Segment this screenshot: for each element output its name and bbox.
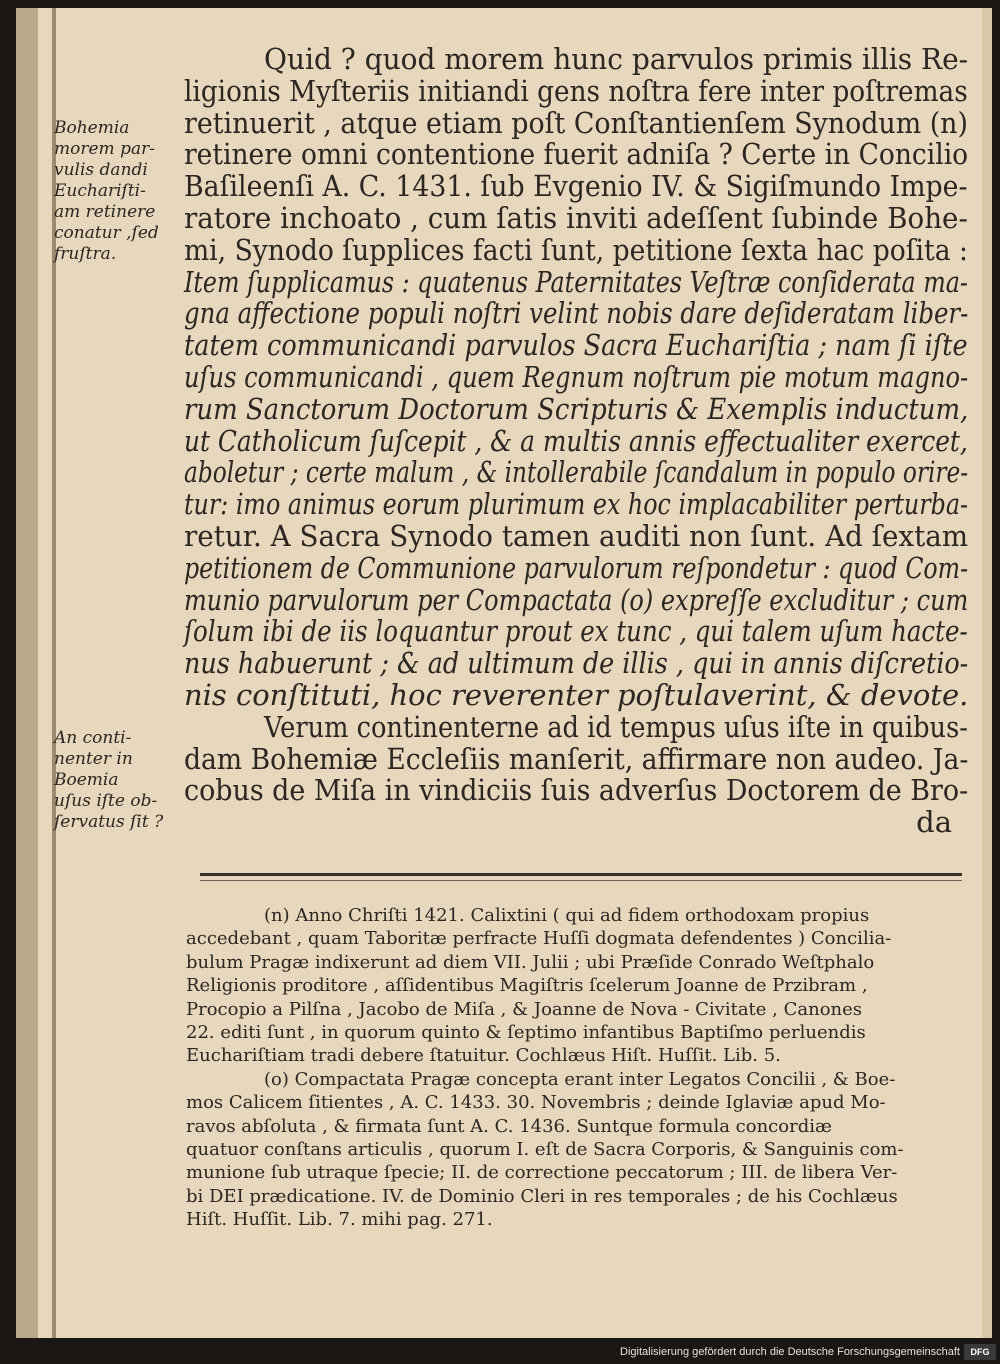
catchword: da	[916, 805, 952, 840]
footnote-line: Hiſt. Huſſit. Lib. 7. mihi pag. 271.	[186, 1209, 493, 1231]
text-line: Quid ? quod morem hunc parvulos primis illis Re-	[264, 42, 969, 76]
text-line: retinuerit , atque etiam poſt Conſtantienſem Synodum (n)	[184, 105, 968, 140]
text-line: Verum continenterne ad id tempus uſus iſte in quibus-	[264, 709, 968, 744]
footnote-rule	[200, 873, 962, 876]
footnote-line: quatuor conſtans articulis , quorum I. eſt de Sacra Corporis, & Sanguinis com-	[186, 1139, 904, 1161]
text-line: mi, Synodo ſupplices facti ſunt, petitione ſexta hac poſita :	[184, 232, 968, 267]
text-line: aboletur ; certe malum , & intollerabile ſcandalum in populo orire-	[184, 455, 969, 490]
text-line: ut Catholicum ſuſcepit , & a multis annis effectualiter exercet,	[184, 423, 968, 458]
funding-credit: Digitalisierung gefördert durch die Deutsche Forschungsgemeinschaft	[620, 1346, 960, 1358]
footnote-line: munione ſub utraque ſpecie; II. de correctione peccatorum ; III. de libera Ver-	[186, 1162, 898, 1184]
marginal-line: Bohemia	[54, 118, 130, 138]
text-line: rum Sanctorum Doctorum Scripturis & Exemplis inductum,	[184, 391, 969, 426]
marginal-line: Boemia	[54, 770, 119, 790]
footnote-line: 22. editi ſunt , in quorum quinto & ſeptimo infantibus Baptiſmo perluendis	[186, 1022, 866, 1044]
text-line: tur: imo animus eorum plurimum ex hoc implacabiliter perturba-	[184, 487, 969, 522]
footnote-line: Procopio a Pilſna , Jacobo de Miſa , & Joanne de Nova - Civitate , Canones	[186, 998, 863, 1020]
marginal-line: ſervatus ſit ?	[54, 812, 164, 832]
text-line: uſus communicandi , quem Regnum noſtrum pie motum magno-	[184, 359, 969, 394]
text-line: Baſileenſi A. C. 1431. ſub Evgenio IV. & Sigiſmundo Impe-	[184, 169, 968, 204]
text-line: Item ſupplicamus : quatenus Paternitates Veſtræ conſiderata ma-	[184, 264, 968, 299]
marginal-line: uſus iſte ob-	[54, 791, 158, 811]
footnote-line: bi DEI prædicatione. IV. de Dominio Cleri in res temporales ; de his Cochlæus	[186, 1185, 898, 1207]
text-line: munio parvulorum per Compactata (o) expreſſe excluditur ; cum	[184, 582, 969, 617]
footnote-line: accedebant , quam Taboritæ perfracte Huſſi dogmata defendentes ) Concilia-	[186, 928, 892, 950]
footnote-line: (n) Anno Chriſti 1421. Calixtini ( qui ad fidem orthodoxam propius	[264, 905, 870, 926]
footnote-line: bulum Pragæ indixerunt ad diem VII. Julii ; ubi Præſide Conrado Weſtphalo	[186, 951, 875, 973]
footnotes	[186, 904, 966, 1232]
footnote-line: Religionis proditore , aſſidentibus Magiſtris ſcelerum Joanne de Przibram ,	[186, 975, 868, 997]
footnote-rule-thin	[200, 880, 962, 881]
text-line: retinere omni contentione fuerit adniſa ? Certe in Concilio	[184, 137, 969, 172]
main-text	[184, 44, 972, 839]
marginal-line: nenter in	[54, 749, 133, 769]
marginal-line: vulis dandi	[54, 160, 148, 180]
text-line: tatem communicandi parvulos Sacra Euchariſtia ; nam ſi iſte	[184, 328, 968, 363]
text-line: petitionem de Communione parvulorum reſpondetur : quod Com-	[184, 550, 969, 585]
marginal-line: An conti-	[54, 728, 132, 748]
footnote-line: (o) Compactata Pragæ concepta erant inter Legatos Concilii , & Boe-	[264, 1068, 896, 1090]
footnote-line: Euchariſtiam tradi debere ſtatuitur. Cochlæus Hiſt. Huſſit. Lib. 5.	[186, 1045, 781, 1067]
text-line: nus habuerunt ; & ad ultimum de illis , qui in annis diſcretio-	[184, 646, 969, 681]
marginal-line: Euchariſti-	[54, 181, 146, 201]
marginal-note-1	[54, 118, 194, 265]
text-line: ligionis Myſteriis initiandi gens noſtra fere inter poſtremas	[184, 73, 968, 108]
text-line: ratore inchoato , cum ſatis inviti adeſſent ſubinde Bohe-	[184, 200, 968, 235]
text-line: gna affectione populi noſtri velint nobis dare deſideratam liber-	[184, 296, 969, 331]
footnote-line: ravos abſoluta , & firmata ſunt A. C. 1436. Suntque formula concordiæ	[186, 1115, 832, 1137]
text-line: dam Bohemiæ Eccleſiis manſerit, affirmare non audeo. Ja-	[184, 741, 969, 776]
text-line: ſolum ibi de iis loquantur prout ex tunc , qui talem uſum hacte-	[184, 614, 968, 649]
dfg-logo-icon: DFG	[964, 1344, 996, 1360]
text-line: cobus de Miſa in vindiciis ſuis adverſus Doctorem de Bro-	[184, 773, 969, 808]
text-line: nis conſtituti, hoc reverenter poſtulaverint, & devote.	[184, 677, 969, 712]
marginal-line: morem par-	[54, 139, 155, 159]
text-line: retur. A Sacra Synodo tamen auditi non ſunt. Ad ſextam	[184, 518, 969, 553]
marginal-line: fruſtra.	[54, 244, 117, 264]
marginal-note-2	[54, 728, 194, 833]
marginal-line: am retinere	[54, 202, 156, 222]
digitization-footer	[0, 1338, 1000, 1364]
marginal-line: conatur ,ſed	[54, 223, 159, 243]
footnote-line: mos Calicem ſitientes , A. C. 1433. 30. Novembris ; deinde Iglaviæ apud Mo-	[186, 1092, 886, 1114]
